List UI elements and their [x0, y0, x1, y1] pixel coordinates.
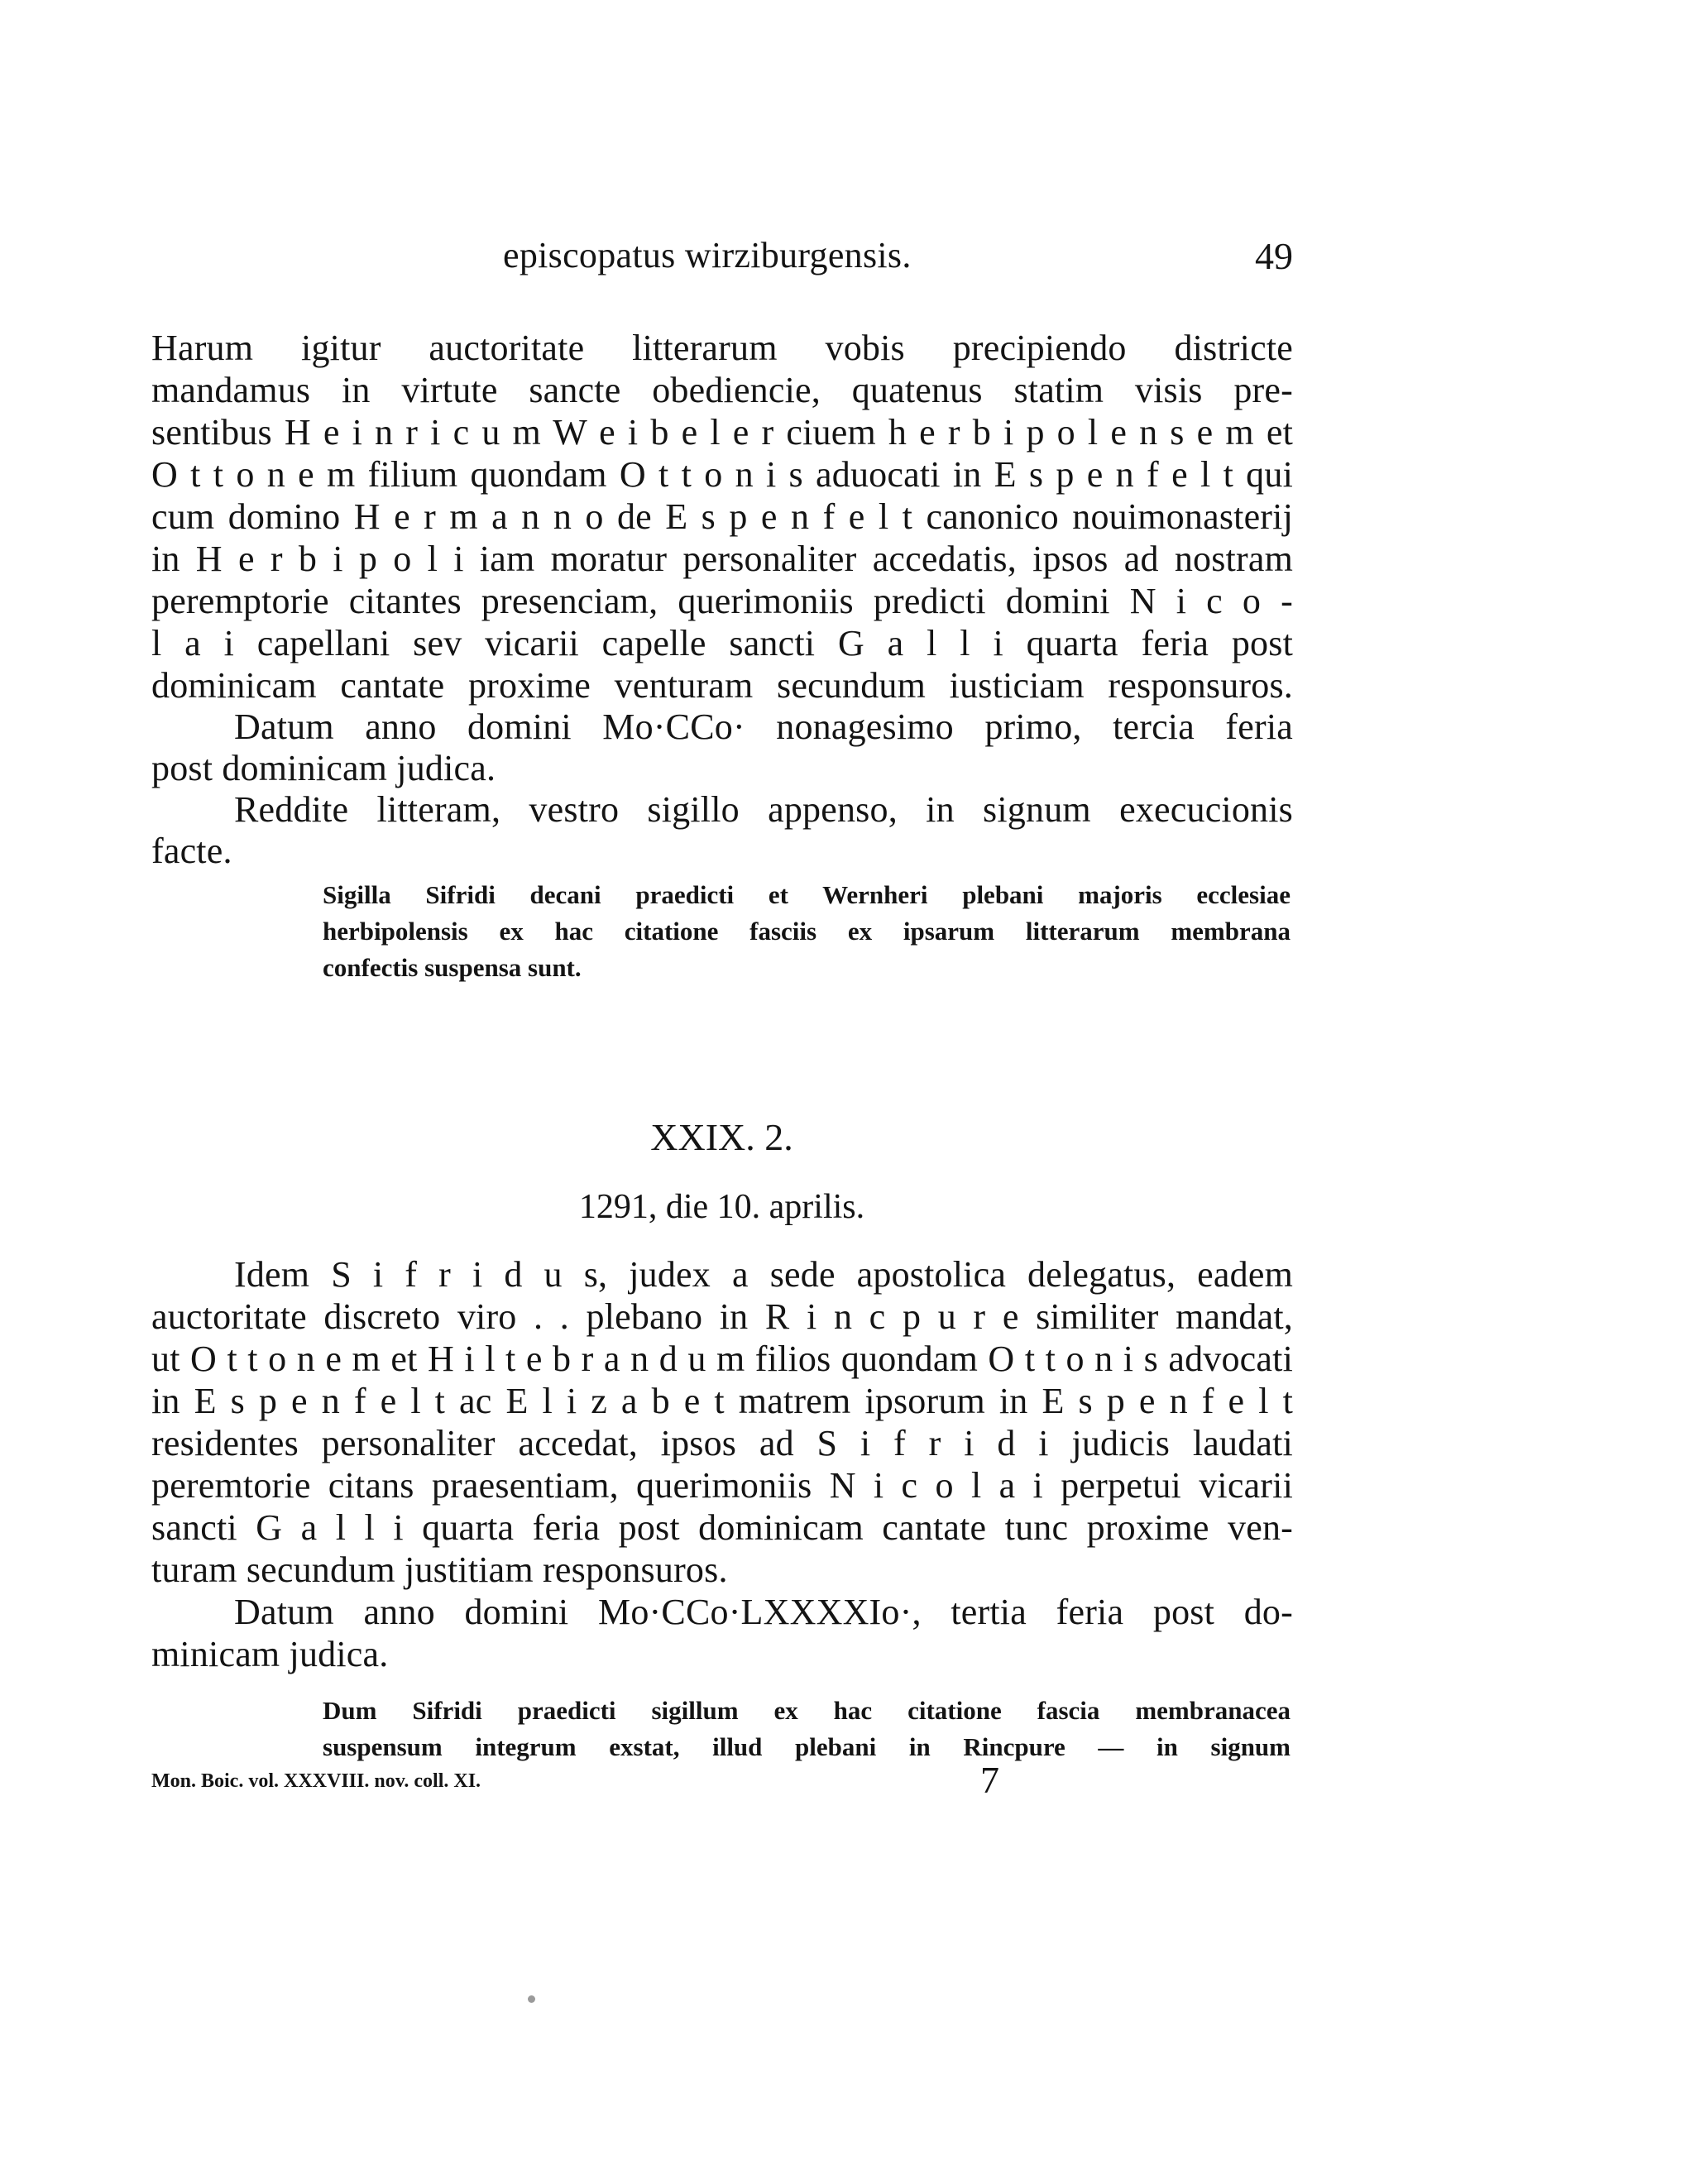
charter-line: l a i capellani sev vicarii capelle sancti G a l l i quarta feria post — [151, 623, 1293, 663]
regest-line: ut O t t o n e m et H i l t e b r a n d u m filios quondam O t t o n i s advocati — [151, 1339, 1293, 1379]
regest-line: sancti G a l l i quarta feria post dominicam cantate tunc proxime ven- — [151, 1507, 1293, 1548]
regest-line: turam secundum justitiam responsuros. — [151, 1549, 728, 1590]
charter-line: O t t o n e m filium quondam O t t o n i s aduocati in E s p e n f e l t qui — [151, 454, 1293, 495]
charter-line: facte. — [151, 831, 232, 871]
ink-speck — [528, 1995, 535, 2003]
seal-note-line: confectis suspensa sunt. — [323, 953, 582, 982]
charter-line: post dominicam judica. — [151, 748, 496, 788]
charter-line: Harum igitur auctoritate litterarum vobis precipiendo districte — [151, 328, 1293, 368]
charter-line: sentibus H e i n r i c u m W e i b e l e r ciuem h e r b i p o l e n s e m et — [151, 412, 1293, 453]
seal-note-line: suspensum integrum exstat, illud plebani in Rincpure — in signum — [323, 1732, 1291, 1761]
regest-line: residentes personaliter accedat, ipsos ad S i f r i d i judicis laudati — [151, 1423, 1293, 1463]
signature-mark: Mon. Boic. vol. XXXVIII. nov. coll. XI. — [151, 1770, 481, 1792]
charter-line: in H e r b i p o l i iam moratur personaliter accedatis, ipsos ad nostram — [151, 539, 1293, 579]
seal-note-line: Sigilla Sifridi decani praedicti et Wernheri plebani majoris ecclesiae — [323, 880, 1291, 909]
regest-line: peremtorie citans praesentiam, querimoniis N i c o l a i perpetui vicarii — [151, 1465, 1293, 1506]
page-number: 49 — [1255, 235, 1293, 277]
dating-clause: Datum anno domini Mo·CCo·LXXXXIo·, tertia feria post do- — [234, 1592, 1293, 1632]
charter-date: 1291, die 10. aprilis. — [578, 1188, 865, 1226]
page-header — [151, 234, 1293, 284]
regest-line: Idem S i f r i d u s, judex a sede apostolica delegatus, eadem — [234, 1254, 1293, 1295]
dating-clause: Datum anno domini Mo·CCo· nonagesimo primo, tercia feria — [234, 706, 1293, 747]
seal-note-line: herbipolensis ex hac citatione fasciis ex ipsarum litterarum membrana — [323, 917, 1291, 946]
running-title: episcopatus wirziburgensis. — [503, 235, 912, 275]
sealing-clause: Reddite litteram, vestro sigillo appenso, in signum execucionis — [234, 789, 1293, 830]
sheet-number: 7 — [980, 1759, 999, 1801]
regest-line: auctoritate discreto viro . . plebano in R i n c p u r e similiter mandat, — [151, 1296, 1293, 1337]
charter-line: cum domino H e r m a n n o de E s p e n f e l t canonico nouimonasterij — [151, 496, 1293, 537]
charter-line: dominicam cantate proxime venturam secundum iusticiam responsuros. — [151, 665, 1293, 706]
charter-line: mandamus in virtute sancte obediencie, quatenus statim visis pre- — [151, 370, 1293, 410]
seal-note-line: Dum Sifridi praedicti sigillum ex hac citatione fascia membranacea — [323, 1696, 1291, 1725]
regest-line: in E s p e n f e l t ac E l i z a b e t matrem ipsorum in E s p e n f e l t — [151, 1381, 1293, 1421]
charter-line: peremptorie citantes presenciam, querimoniis predicti domini N i c o - — [151, 581, 1293, 621]
charter-number: XXIX. 2. — [650, 1116, 793, 1158]
regest-line: minicam judica. — [151, 1634, 389, 1674]
